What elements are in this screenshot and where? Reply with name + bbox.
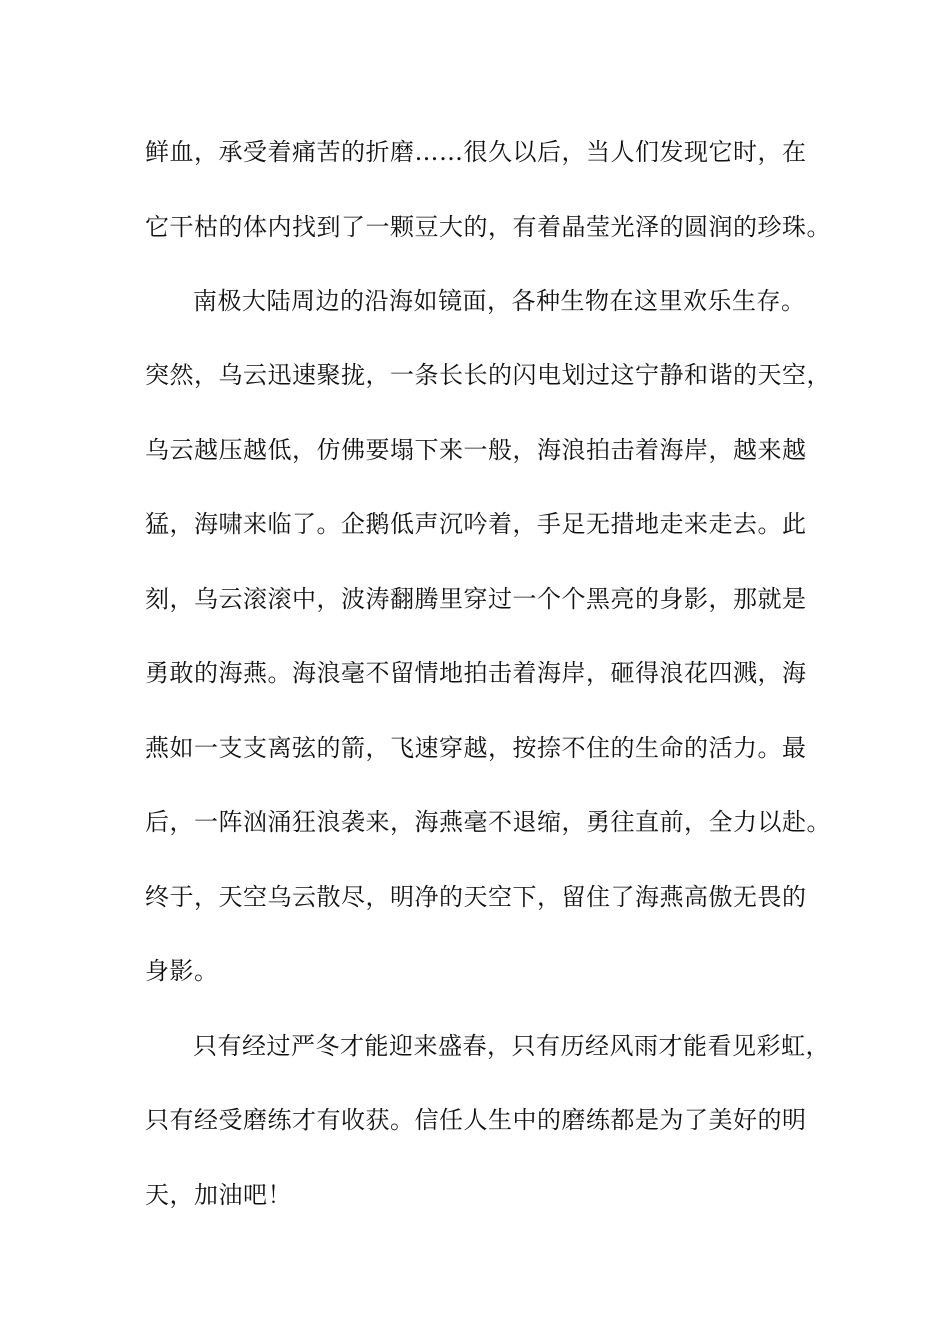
text-line: 后，一阵汹涌狂浪袭来，海燕毫不退缩，勇往直前，全力以赴。 (145, 808, 831, 836)
text-line: 勇敢的海燕。海浪毫不留情地拍击着海岸，砸得浪花四溅，海 (145, 659, 807, 687)
text-line: 猛，海啸来临了。企鹅低声沉吟着，手足无措地走来走去。此 (145, 510, 807, 538)
text-line: 只有经受磨练才有收获。信任人生中的磨练都是为了美好的明 (145, 1106, 807, 1134)
text-line: 身影。 (145, 957, 219, 985)
text-line: 终于，天空乌云散尽，明净的天空下，留住了海燕高傲无畏的 (145, 883, 807, 911)
text-line: 它干枯的体内找到了一颗豆大的，有着晶莹光泽的圆润的珍珠。 (145, 213, 831, 241)
text-line: 只有经过严冬才能迎来盛春，只有历经风雨才能看见彩虹， (193, 1032, 830, 1060)
text-line: 天，加油吧！ (145, 1181, 292, 1209)
text-line: 燕如一支支离弦的箭，飞速穿越，按捺不住的生命的活力。最 (145, 734, 807, 762)
text-line: 鲜血，承受着痛苦的折磨……很久以后，当人们发现它时，在 (145, 138, 807, 166)
text-line: 突然，乌云迅速聚拢，一条长长的闪电划过这宁静和谐的天空， (145, 361, 831, 389)
text-line: 乌云越压越低，仿佛要塌下来一般，海浪拍击着海岸，越来越 (145, 436, 807, 464)
text-line: 刻，乌云滚滚中，波涛翻腾里穿过一个个黑亮的身影，那就是 (145, 585, 807, 613)
text-line: 南极大陆周边的沿海如镜面，各种生物在这里欢乐生存。 (193, 287, 806, 315)
